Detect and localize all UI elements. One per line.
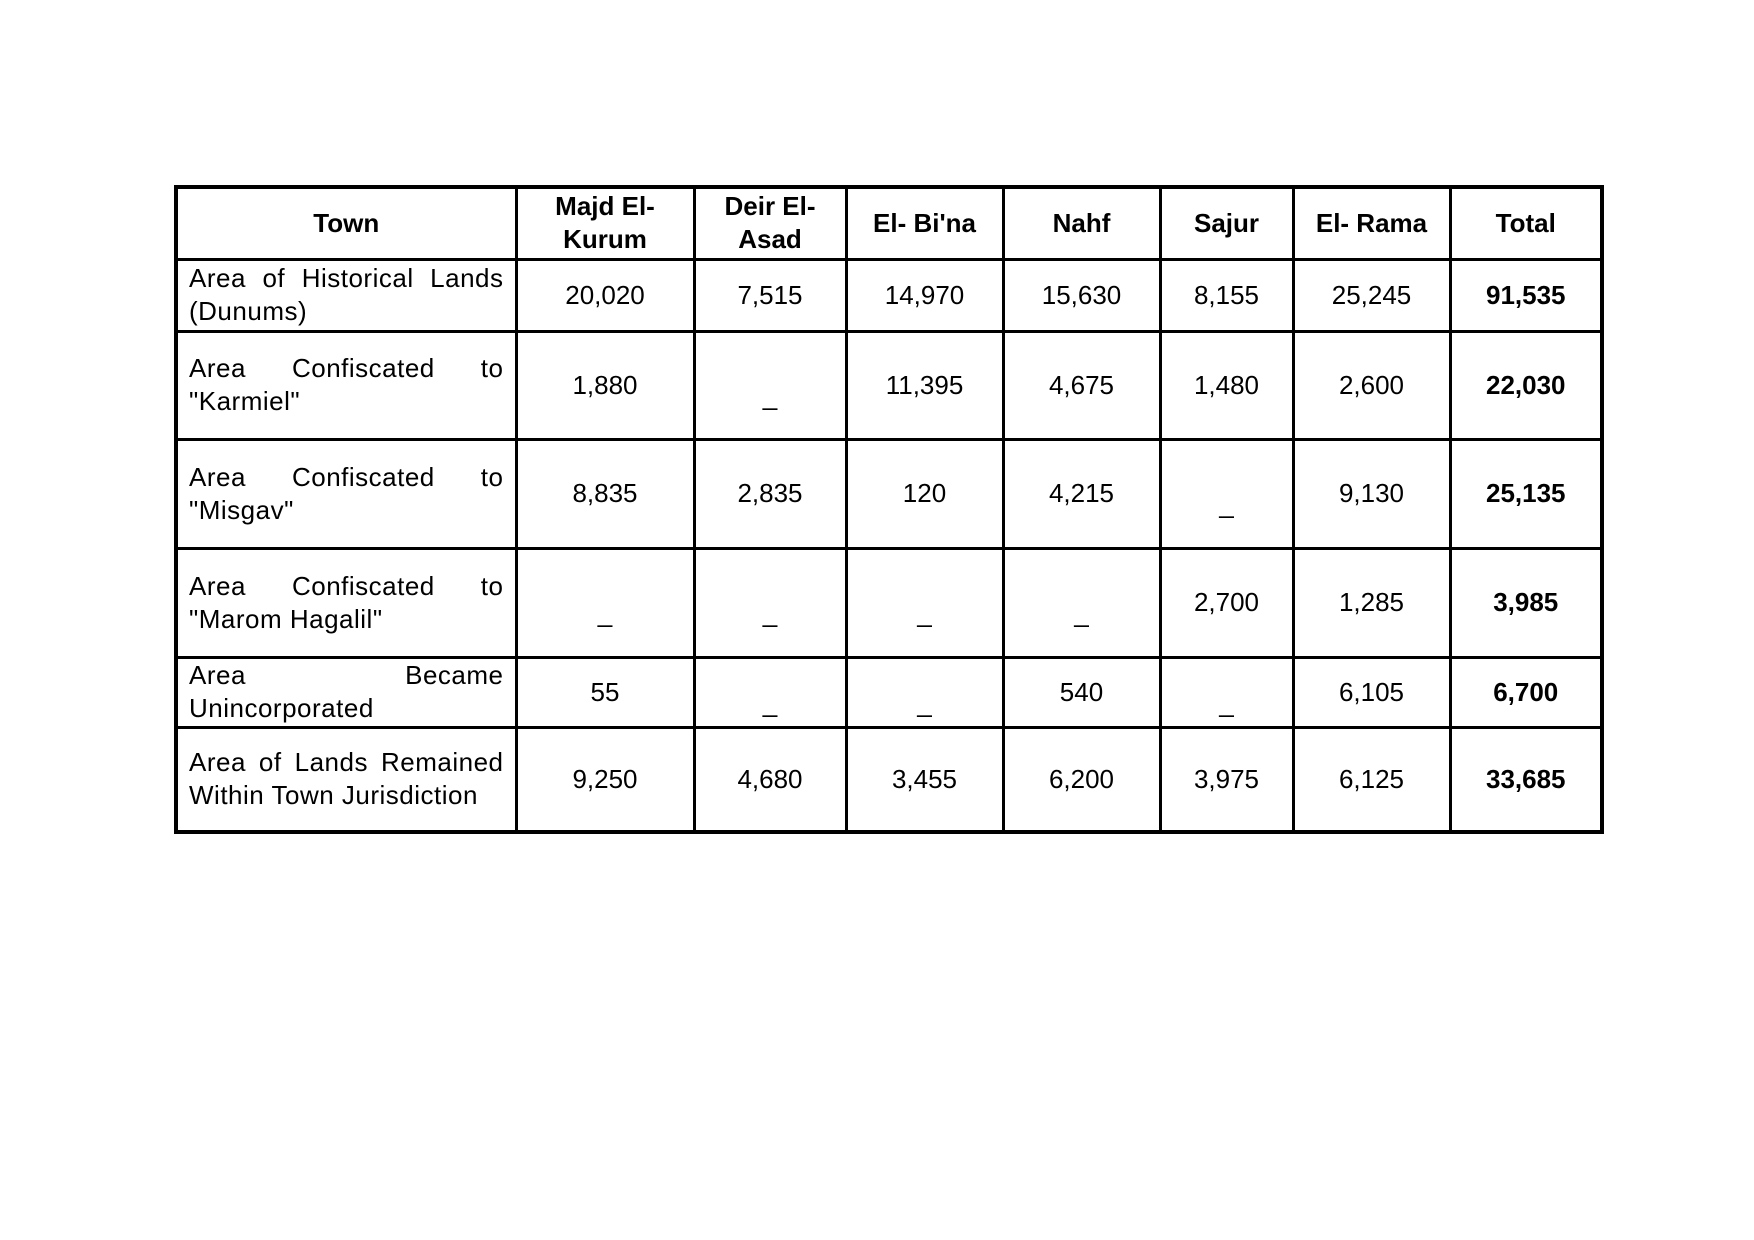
table-cell: 3,975 <box>1160 727 1293 832</box>
row-label: Area Confiscated to "Karmiel" <box>176 331 516 439</box>
table-row <box>176 259 1602 331</box>
header-row <box>176 187 1602 259</box>
table-cell: 9,130 <box>1293 439 1450 548</box>
table-body <box>176 259 1602 832</box>
header-total: Total <box>1450 187 1602 259</box>
header-town: Town <box>176 187 516 259</box>
table-cell: 2,835 <box>694 439 846 548</box>
table-cell: 55 <box>516 657 694 727</box>
table-cell: 6,125 <box>1293 727 1450 832</box>
table-cell: _ <box>694 331 846 439</box>
row-total: 33,685 <box>1450 727 1602 832</box>
row-label: Area Became Unincorporated <box>176 657 516 727</box>
row-total: 3,985 <box>1450 548 1602 657</box>
row-label: Area Confiscated to "Marom Hagalil" <box>176 548 516 657</box>
row-total: 91,535 <box>1450 259 1602 331</box>
table-cell: _ <box>516 548 694 657</box>
table-cell: _ <box>1003 548 1160 657</box>
row-label: Area Confiscated to "Misgav" <box>176 439 516 548</box>
table-cell: 120 <box>846 439 1003 548</box>
table-row <box>176 548 1602 657</box>
table-row <box>176 331 1602 439</box>
table-cell: _ <box>694 657 846 727</box>
row-total: 22,030 <box>1450 331 1602 439</box>
land-area-table <box>174 185 1604 834</box>
row-total: 25,135 <box>1450 439 1602 548</box>
table-cell: _ <box>1160 439 1293 548</box>
table-cell: 6,200 <box>1003 727 1160 832</box>
header-nahf: Nahf <box>1003 187 1160 259</box>
table-cell: 8,155 <box>1160 259 1293 331</box>
table-cell: 11,395 <box>846 331 1003 439</box>
header-deir-el-asad: Deir El-Asad <box>694 187 846 259</box>
header-el-bina: El- Bi'na <box>846 187 1003 259</box>
table-cell: 2,700 <box>1160 548 1293 657</box>
table-cell: 1,480 <box>1160 331 1293 439</box>
table-cell: 15,630 <box>1003 259 1160 331</box>
table-cell: 4,680 <box>694 727 846 832</box>
table-cell: 20,020 <box>516 259 694 331</box>
table-cell: 4,215 <box>1003 439 1160 548</box>
table-cell: 2,600 <box>1293 331 1450 439</box>
header-el-rama: El- Rama <box>1293 187 1450 259</box>
table-cell: 7,515 <box>694 259 846 331</box>
table-row <box>176 657 1602 727</box>
table-cell: _ <box>846 548 1003 657</box>
table-cell: 8,835 <box>516 439 694 548</box>
row-label: Area of Historical Lands (Dunums) <box>176 259 516 331</box>
table-cell: _ <box>1160 657 1293 727</box>
table-row <box>176 439 1602 548</box>
table-cell: 9,250 <box>516 727 694 832</box>
table-cell: 1,285 <box>1293 548 1450 657</box>
table-cell: 6,105 <box>1293 657 1450 727</box>
table-cell: 25,245 <box>1293 259 1450 331</box>
row-total: 6,700 <box>1450 657 1602 727</box>
table-cell: 4,675 <box>1003 331 1160 439</box>
header-sajur: Sajur <box>1160 187 1293 259</box>
table-cell: 14,970 <box>846 259 1003 331</box>
header-majd-el-kurum: Majd El-Kurum <box>516 187 694 259</box>
table-cell: 1,880 <box>516 331 694 439</box>
table-cell: 540 <box>1003 657 1160 727</box>
table-cell: _ <box>694 548 846 657</box>
row-label: Area of Lands Remained Within Town Jurisdiction <box>176 727 516 832</box>
table-cell: _ <box>846 657 1003 727</box>
table-row <box>176 727 1602 832</box>
table-cell: 3,455 <box>846 727 1003 832</box>
